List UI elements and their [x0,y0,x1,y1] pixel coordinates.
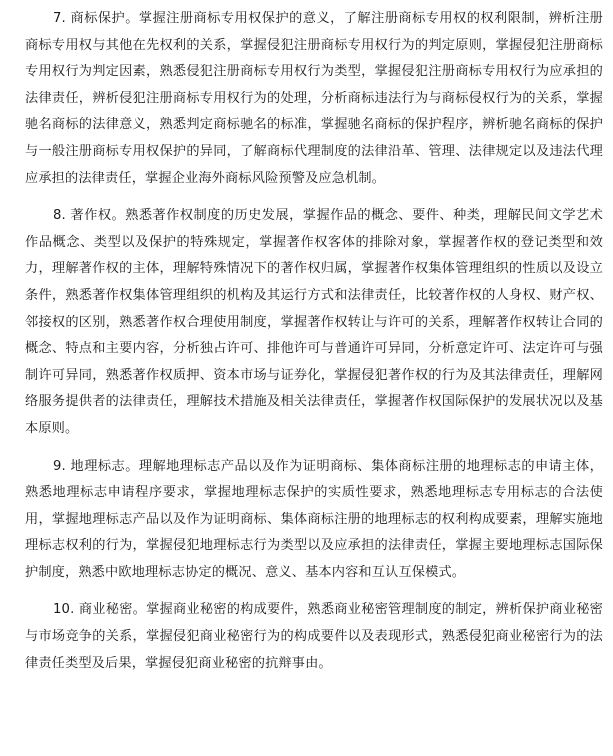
paragraph-geographical-indication: 9. 地理标志。理解地理标志产品以及作为证明商标、集体商标注册的地理标志的申请主体，熟悉地理标志申请程序要求，掌握地理标志保护的实质性要求，熟悉地理标志专用标志的合法使用，掌握地理标志产品以及作为证明商标、集体商标注册的地理标志的权利构成要素，理解实施地理标志权利的行为，掌握侵犯地理标志行为类型以及应承担的法律责任，掌握主要地理标志国际保护制度，熟悉中欧地理标志协定的概况、意义、基本内容和互认互保模式。 [25,458,603,580]
paragraph-copyright: 8. 著作权。熟悉著作权制度的历史发展，掌握作品的概念、要件、种类，理解民间文学艺术作品概念、类型以及保护的特殊规定，掌握著作权客体的排除对象，掌握著作权的登记类型和效力，理解著作权的主体，理解特殊情况下的著作权归属，掌握著作权集体管理组织的性质以及设立条件，熟悉著作权集体管理组织的机构及其运行方式和法律责任，比较著作权的人身权、财产权、邻接权的区别，熟悉著作权合理使用制度，掌握著作权转让与许可的关系，理解著作权转让合同的概念、特点和主要内容，分析独占许可、排他许可与普通许可异同，分析意定许可、法定许可与强制许可异同，熟悉著作权质押、资本市场与证券化，掌握侵犯著作权的行为及其法律责任，理解网络服务提供者的法律责任，理解技术措施及相关法律责任，掌握著作权国际保护的发展状况以及基本原则。 [25,208,603,436]
paragraph-trademark-protection: 7. 商标保护。掌握注册商标专用权保护的意义，了解注册商标专用权的权利限制，辨析注册商标专用权与其他在先权利的关系，掌握侵犯注册商标专用权行为的判定原则，掌握侵犯注册商标专用权行为判定因素，熟悉侵犯注册商标专用权行为类型，掌握侵犯注册商标专用权行为应承担的法律责任，辨析侵犯注册商标专用权行为的处理，分析商标违法行为与商标侵权行为的关系，掌握驰名商标的法律意义，熟悉判定商标驰名的标准，掌握驰名商标的保护程序，辨析驰名商标的保护与一般注册商标专用权保护的异同，了解商标代理制度的法律沿革、管理、法律规定以及违法代理应承担的法律责任，掌握企业海外商标风险预警及应急机制。 [25,11,603,186]
paragraph-trade-secret: 10. 商业秘密。掌握商业秘密的构成要件，熟悉商业秘密管理制度的制定，辨析保护商业秘密与市场竞争的关系，掌握侵犯商业秘密行为的构成要件以及表现形式，熟悉侵犯商业秘密行为的法律责任类型及后果，掌握侵犯商业秘密的抗辩事由。 [25,602,603,671]
